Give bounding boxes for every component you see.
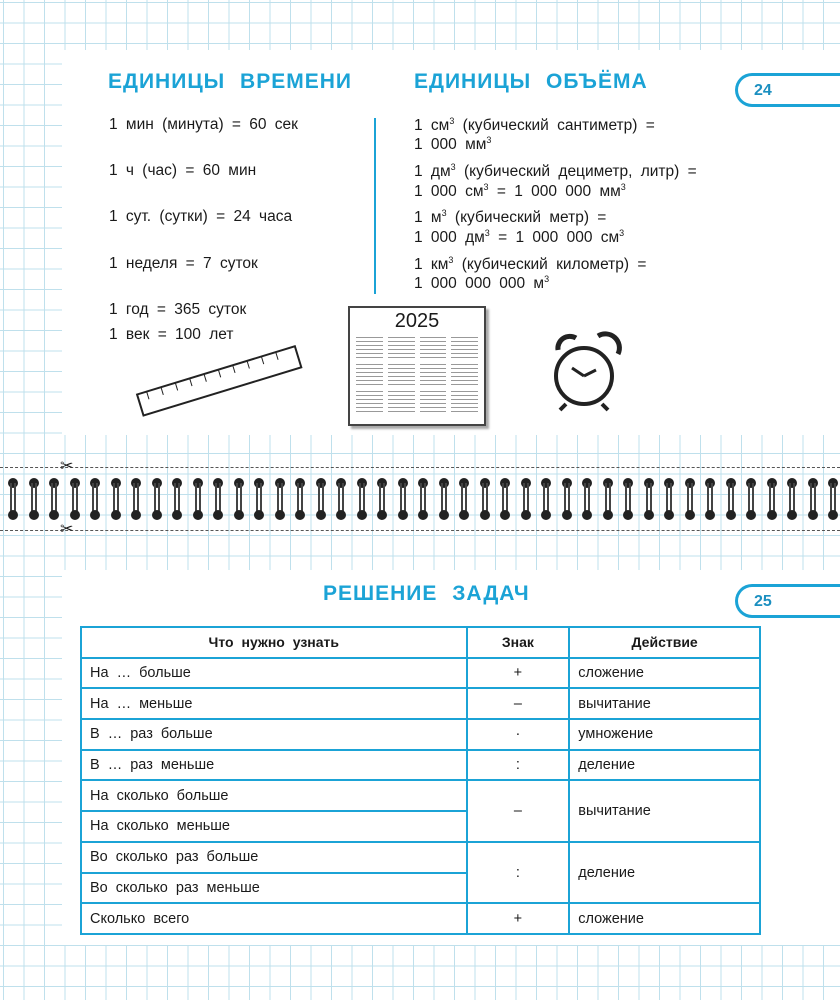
binding-ring [316,478,326,520]
scissors-icon: ✂ [60,458,74,475]
volume-line: 1 $м^3$ (кубический метр) = [414,208,607,227]
binding-ring [90,478,100,520]
alarm-clock-icon [548,328,628,413]
scissors-icon: ✂ [60,521,74,538]
binding-ring [664,478,674,520]
binding-ring [8,478,18,520]
binding-ring [152,478,162,520]
binding-ring [767,478,777,520]
ruler-icon [132,345,307,420]
binding-ring [705,478,715,520]
binding-ring [172,478,182,520]
table-row: На … меньше – вычитание [81,688,760,719]
binding-ring [377,478,387,520]
binding-ring [726,478,736,520]
binding-ring [418,478,428,520]
volume-line: 1 $км^3$ (кубический километр) = [414,255,647,274]
time-units-title: ЕДИНИЦЫ ВРЕМЕНИ [108,70,352,93]
binding-ring [582,478,592,520]
binding-ring [398,478,408,520]
binding-ring [500,478,510,520]
binding-ring [562,478,572,520]
binding-ring [336,478,346,520]
binding-ring [828,478,838,520]
time-line: 1 неделя = 7 суток [109,255,258,272]
volume-line: 1 000 $см^3 = 1$ 000 000 $мм^3$ [414,182,626,201]
operations-table [80,626,761,935]
binding-ring [29,478,39,520]
binding-ring [521,478,531,520]
time-line: 1 мин (минута) = 60 сек [109,116,298,133]
time-line: 1 год = 365 суток [109,301,247,318]
calendar-icon [348,306,486,426]
column-divider [374,118,376,294]
calendar-year: 2025 [394,310,440,332]
column-header: Что нужно узнать [81,627,467,658]
binding-ring [213,478,223,520]
binding-ring [808,478,818,520]
binding-ring [480,478,490,520]
volume-line: 1 000 $мм^3$ [414,135,492,154]
volume-line: 1 000 000 000 $м^3$ [414,274,550,293]
column-header: Действие [569,627,760,658]
binding-ring [357,478,367,520]
page-number-25: 25 [735,584,840,618]
time-line: 1 сут. (сутки) = 24 часа [109,208,293,225]
tasks-title: РЕШЕНИЕ ЗАДАЧ [323,582,530,605]
binding-ring [685,478,695,520]
binding-ring [275,478,285,520]
binding-ring [787,478,797,520]
cut-line [0,467,840,468]
binding-ring [254,478,264,520]
binding-ring [541,478,551,520]
volume-line: 1 $см^3$ (кубический сантиметр) = [414,116,655,135]
table-row: На … больше + сложение [81,658,760,689]
time-line: 1 ч (час) = 60 мин [109,162,257,179]
binding-ring [49,478,59,520]
binding-ring [439,478,449,520]
volume-line: 1 $дм^3$ (кубический дециметр, литр) = [414,162,697,181]
table-row: В … раз больше · умножение [81,719,760,750]
binding-ring [70,478,80,520]
binding-ring [644,478,654,520]
column-header: Знак [467,627,570,658]
binding-ring [623,478,633,520]
page-number-24: 24 [735,73,840,107]
table-row: Во сколько раз больше : деление [81,842,760,873]
volume-units-title: ЕДИНИЦЫ ОБЪЁМА [414,70,648,93]
binding-ring [459,478,469,520]
cut-line [0,530,840,531]
table-row: Сколько всего + сложение [81,903,760,934]
binding-ring [295,478,305,520]
binding-ring [746,478,756,520]
table-row: Во сколько раз меньше [81,873,760,904]
table-row: На сколько больше – вычитание [81,780,760,811]
binding-ring [111,478,121,520]
binding-ring [234,478,244,520]
volume-line: 1 000 $дм^3 = 1$ 000 000 $см^3$ [414,228,625,247]
time-line: 1 век = 100 лет [109,326,234,343]
binding-ring [193,478,203,520]
binding-ring [131,478,141,520]
table-row: В … раз меньше : деление [81,750,760,781]
binding-ring [603,478,613,520]
table-row: На сколько меньше [81,811,760,842]
